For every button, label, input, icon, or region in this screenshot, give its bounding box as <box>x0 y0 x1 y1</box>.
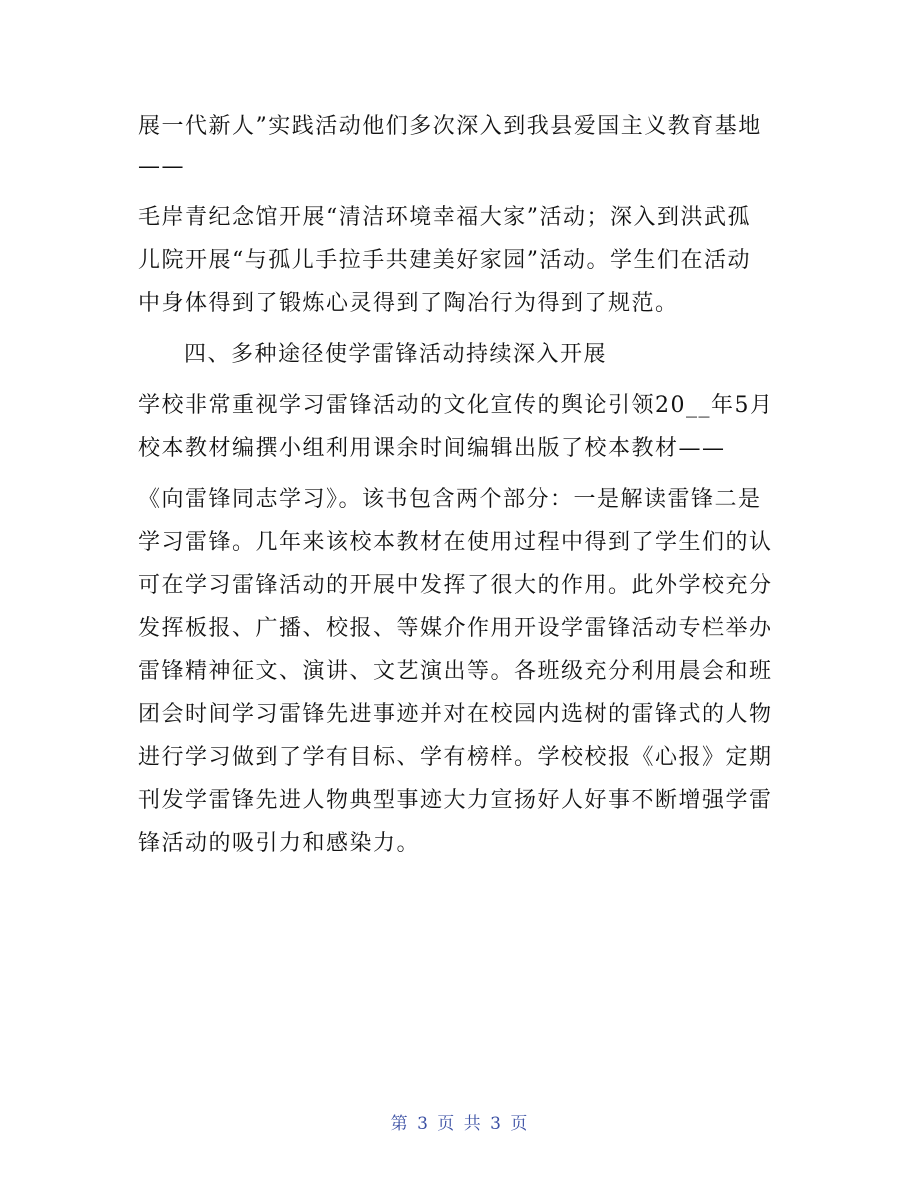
page-number: 第 3 页 共 3 页 <box>390 1114 530 1134</box>
body-line: 儿院开展“与孤儿手拉手共建美好家园”活动。学生们在活动 <box>138 248 751 273</box>
body-line: 校本教材编撰小组利用课余时间编辑出版了校本教材—— <box>138 436 726 461</box>
body-line: 团会时间学习雷锋先进事迹并对在校园内选树的雷锋式的人物 <box>138 702 773 727</box>
body-line: 《向雷锋同志学习》。该书包含两个部分：一是解读雷锋二是 <box>138 487 762 512</box>
body-line: 展一代新人”实践活动他们多次深入到我县爱国主义教育基地 <box>138 114 762 139</box>
body-line: 发挥板报、广播、校报、等媒介作用开设学雷锋活动专栏举办 <box>138 616 773 641</box>
body-line: 雷锋精神征文、演讲、文艺演出等。各班级充分利用晨会和班 <box>138 659 773 684</box>
section-heading: 四、多种途径使学雷锋活动持续深入开展 <box>184 342 608 367</box>
body-line: 锋活动的吸引力和感染力。 <box>138 831 421 856</box>
body-line: 学习雷锋。几年来该校本教材在使用过程中得到了学生们的认 <box>138 530 773 555</box>
body-line: —— <box>138 154 185 179</box>
body-line: 学校非常重视学习雷锋活动的文化宣传的舆论引领20__年5月 <box>138 393 774 418</box>
body-line: 毛岸青纪念馆开展“清洁环境幸福大家”活动；深入到洪武孤 <box>138 205 751 230</box>
body-line: 中身体得到了锻炼心灵得到了陶冶行为得到了规范。 <box>138 291 679 316</box>
body-line: 可在学习雷锋活动的开展中发挥了很大的作用。此外学校充分 <box>138 573 773 598</box>
body-line: 进行学习做到了学有目标、学有榜样。学校校报《心报》定期 <box>138 745 773 770</box>
body-line: 刊发学雷锋先进人物典型事迹大力宣扬好人好事不断增强学雷 <box>138 788 773 813</box>
